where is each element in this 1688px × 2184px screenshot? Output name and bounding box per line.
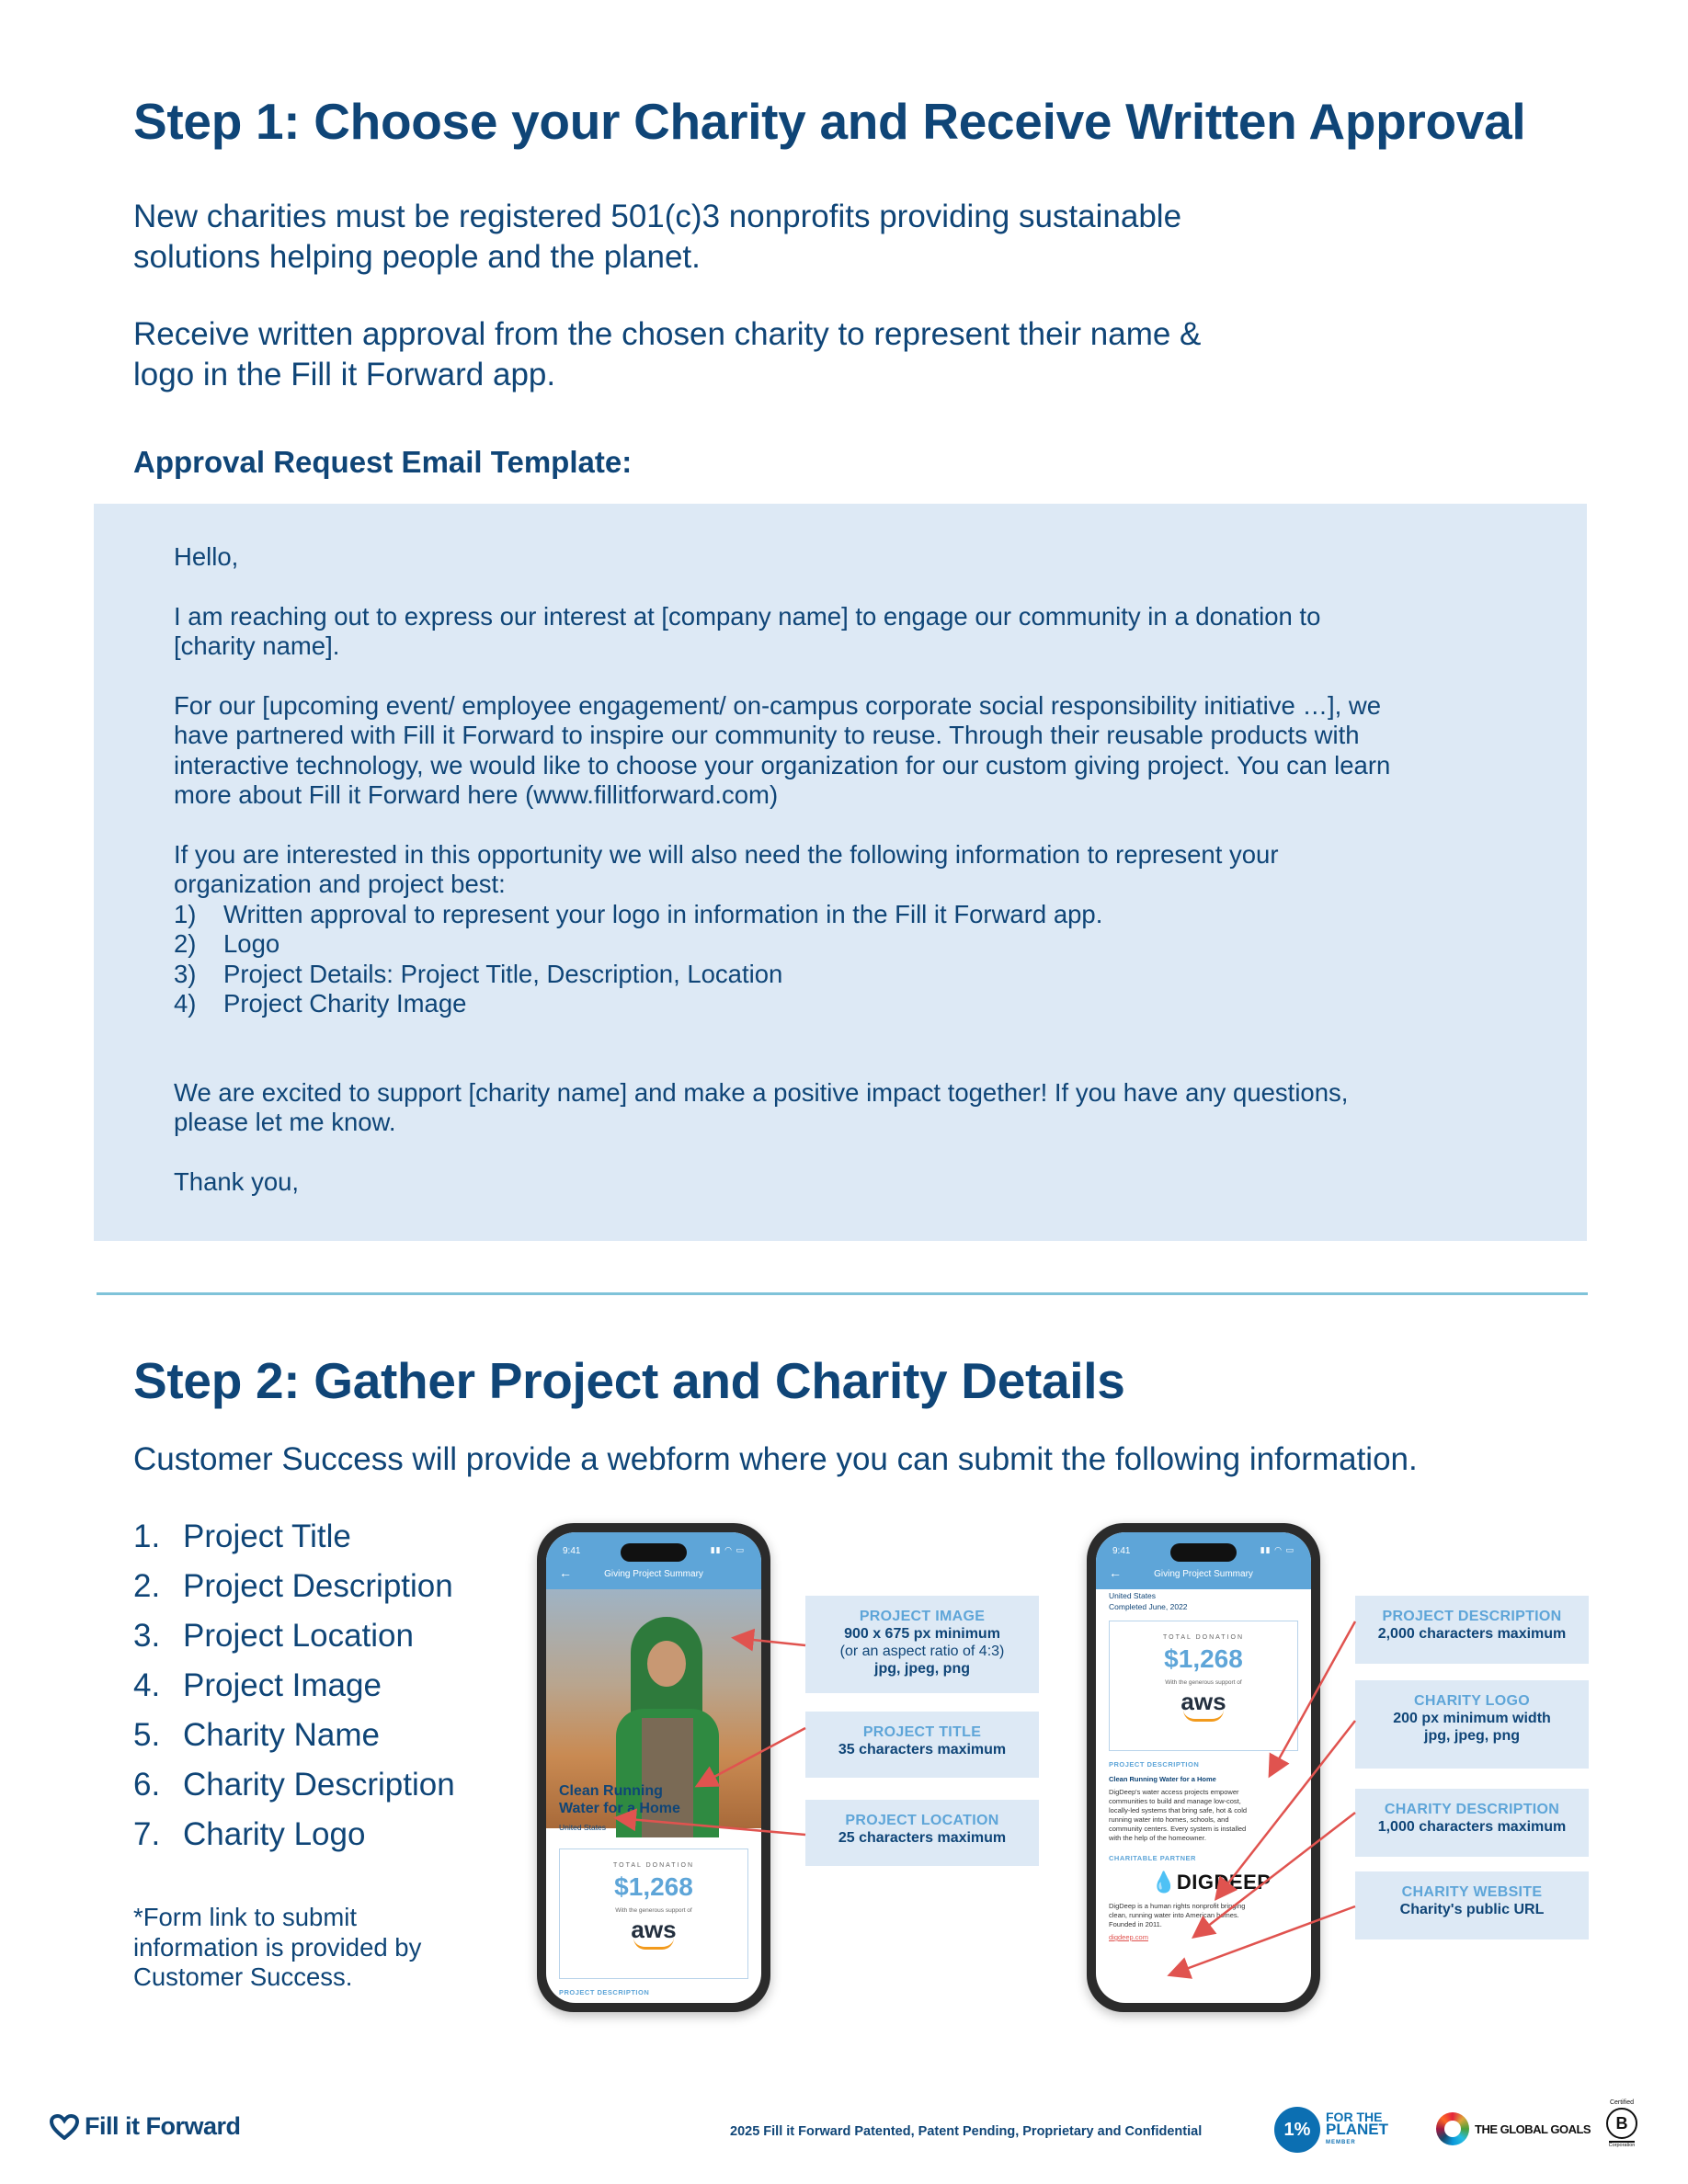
screen-title: Giving Project Summary: [604, 1569, 703, 1579]
one-percent-planet-badge: 1% FOR THE PLANET MEMBER: [1274, 2107, 1388, 2153]
donation-amount: $1,268: [1164, 1644, 1243, 1673]
global-goals-badge: THE GLOBAL GOALS: [1436, 2112, 1591, 2145]
email-greeting: Hello,: [174, 542, 239, 571]
status-bar: 9:41 ▮▮ ◠ ▭ ← Giving Project Summary: [546, 1532, 761, 1589]
callout-project-description: PROJECT DESCRIPTION 2,000 characters maximum: [1355, 1596, 1589, 1664]
charity-logo: 💧DIGDEEP: [1151, 1871, 1272, 1894]
project-description: DigDeep's water access projects empower communities to build and manage low-cost, locally-led systems that bring safe, hot & cold running water into homes, schools, and community centers. Every system is installed with the help of the homeowner.: [1109, 1788, 1248, 1842]
donation-card: TOTAL DONATION $1,268 With the generous support of aws: [1109, 1621, 1298, 1751]
water-drop-icon: 💧: [1151, 1871, 1177, 1894]
step2-title: Step 2: Gather Project and Charity Details: [133, 1352, 1125, 1409]
email-list-item: 3) Project Details: Project Title, Description, Location: [174, 959, 783, 988]
arrow-charity-description: [1195, 1813, 1355, 1936]
email-list-item: 2) Logo: [174, 929, 280, 958]
phone-screen: 9:41 ▮▮ ◠ ▭ ← Giving Project Summary United States Completed June, 2022 TOTAL DONATION $1,268 With the generous support of aws PROJECT DESCRIPTION Clean Running Water for a Home DigDeep's water access projects empower communities to build and manage low-cost, locally-led systems that bring safe, hot & cold running water into homes, schools, and community centers. Every system is installed with the help of the homeowner. CHARITABLE PARTNER 💧DIGDEEP DigDeep is a human rights nonprofit bringing clean, running water into American homes. Founded in 2011. digdeep.com: [1096, 1532, 1311, 2003]
back-arrow-icon: ←: [1109, 1565, 1122, 1580]
step2-lead: Customer Success will provide a webform where you can submit the following information.: [133, 1441, 1418, 1477]
donation-card: TOTAL DONATION $1,268 With the generous support of aws: [559, 1848, 748, 1979]
email-signoff: Thank you,: [174, 1166, 300, 1196]
intro-line: New charities must be registered 501(c)3 nonprofits providing sustainable: [133, 199, 1182, 234]
email-line: please let me know.: [174, 1108, 396, 1136]
aws-logo: aws: [631, 1916, 677, 1943]
list-item: 5. Charity Name: [133, 1717, 380, 1753]
callout-project-image: PROJECT IMAGE 900 x 675 px minimum (or an aspect ratio of 4:3) jpg, jpeg, png: [805, 1596, 1039, 1693]
list-item: 2. Project Description: [133, 1568, 453, 1604]
list-item: 7. Charity Logo: [133, 1816, 366, 1852]
arrow-project-description: [1271, 1621, 1355, 1774]
email-line: [charity name].: [174, 631, 340, 660]
template-heading: Approval Request Email Template:: [133, 445, 633, 479]
step1-title: Step 1: Choose your Charity and Receive Written Approval: [133, 93, 1526, 150]
callout-project-location: PROJECT LOCATION 25 characters maximum: [805, 1800, 1039, 1866]
status-bar: 9:41 ▮▮ ◠ ▭ ← Giving Project Summary: [1096, 1532, 1311, 1589]
back-arrow-icon: ←: [559, 1565, 572, 1580]
list-item: 4. Project Image: [133, 1667, 382, 1703]
email-line: more about Fill it Forward here (www.fillitforward.com): [174, 780, 779, 809]
project-location: United States: [559, 1823, 607, 1832]
callout-project-title: PROJECT TITLE 35 characters maximum: [805, 1712, 1039, 1778]
email-line: If you are interested in this opportunity we will also need the following information to represent your: [174, 839, 1279, 869]
arrow-project-image: [736, 1638, 805, 1645]
intro-line: solutions helping people and the planet.: [133, 239, 701, 275]
signal-icons: ▮▮ ◠ ▭: [710, 1545, 745, 1554]
form-note: *Form link to submit information is provided by Customer Success.: [133, 1903, 422, 1991]
email-line: We are excited to support [charity name] and make a positive impact together! If you have any questions,: [174, 1077, 1349, 1107]
arrow-charity-website: [1171, 1906, 1355, 1974]
callout-charity-website: CHARITY WEBSITE Charity's public URL: [1355, 1871, 1589, 1939]
donation-amount: $1,268: [614, 1872, 693, 1901]
aws-logo: aws: [1180, 1688, 1226, 1715]
list-item: 1. Project Title: [133, 1519, 351, 1554]
list-item: 3. Project Location: [133, 1618, 414, 1654]
email-line: I am reaching out to express our interest at [company name] to engage our community in a donation to: [174, 601, 1321, 631]
charity-description: DigDeep is a human rights nonprofit bringing clean, running water into American homes. Founded in 2011.: [1109, 1902, 1246, 1928]
b-corp-badge: Certified B Corporation: [1603, 2099, 1640, 2148]
email-list-item: 1) Written approval to represent your logo in information in the Fill it Forward app.: [174, 899, 1103, 928]
email-line: interactive technology, we would like to choose your organization for our custom giving project. You can learn: [174, 750, 1391, 779]
approval-line: logo in the Fill it Forward app.: [133, 357, 556, 392]
email-line: For our [upcoming event/ employee engagement/ on-campus corporate social responsibility initiative …], we: [174, 690, 1382, 720]
charity-website-link[interactable]: digdeep.com: [1109, 1933, 1148, 1941]
sdg-wheel-icon: [1436, 2112, 1469, 2145]
brand-logo: Fill it Forward: [50, 2112, 241, 2141]
email-line: have partnered with Fill it Forward to inspire our community to reuse. Through their reusable products with: [174, 721, 1360, 749]
signal-icons: ▮▮ ◠ ▭: [1260, 1545, 1295, 1554]
screen-title: Giving Project Summary: [1154, 1569, 1253, 1579]
email-list-item: 4) Project Charity Image: [174, 989, 467, 1018]
legal-text: 2025 Fill it Forward Patented, Patent Pending, Proprietary and Confidential: [730, 2124, 1203, 2139]
arrow-project-location: [618, 1818, 805, 1835]
arrow-project-title: [699, 1728, 805, 1785]
project-title: Clean Running Water for a Home: [559, 1783, 680, 1816]
callout-charity-description: CHARITY DESCRIPTION 1,000 characters maximum: [1355, 1789, 1589, 1857]
email-line: organization and project best:: [174, 870, 506, 898]
list-item: 6. Charity Description: [133, 1767, 455, 1803]
heart-icon: [50, 2114, 79, 2140]
approval-line: Receive written approval from the chosen charity to represent their name &: [133, 316, 1202, 352]
callout-charity-logo: CHARITY LOGO 200 px minimum width jpg, jpeg, png: [1355, 1680, 1589, 1769]
phone-screen: 9:41 ▮▮ ◠ ▭ ← Giving Project Summary Clean Running Water for a Home United States TOTAL DONATION $1,268 With the generous support of aws PROJECT DESCRIPTION: [546, 1532, 761, 2003]
